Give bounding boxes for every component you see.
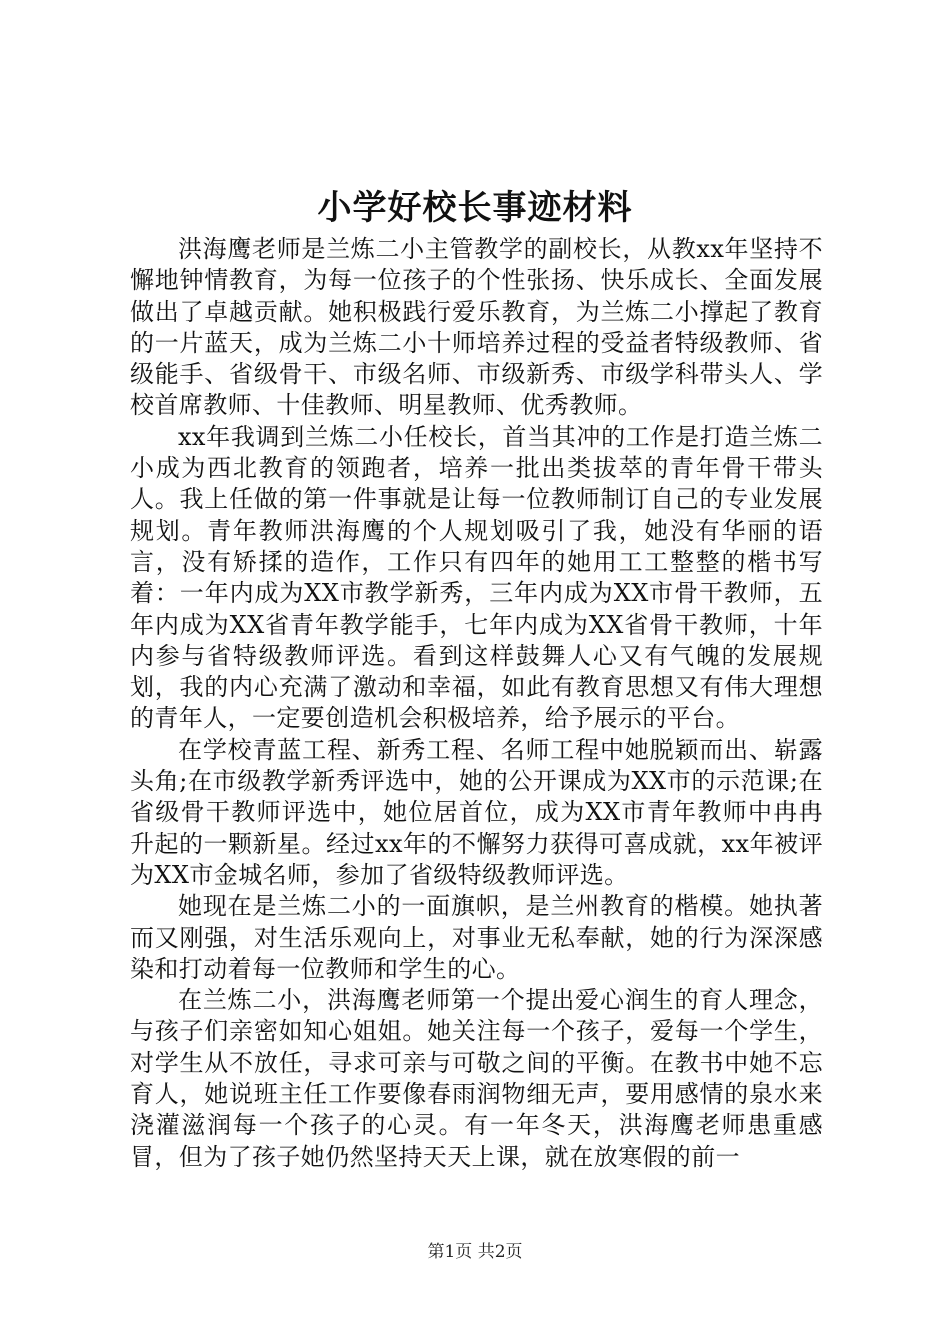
- page-number-footer: 第1页 共2页: [427, 1242, 523, 1262]
- paragraph: 洪海鹰老师是兰炼二小主管教学的副校长，从教xx年坚持不懈地钟情教育，为每一位孩子的个性张扬、快乐成长、全面发展做出了卓越贡献。她积极践行爱乐教育，为兰炼二小撑起了教育的一片蓝天，成为兰炼二小十师培养过程的受益者特级教师、省级能手、省级骨干、市级名师、市级新秀、市级学科带头人、学校首席教师、十佳教师、明星教师、优秀教师。: [130, 235, 823, 420]
- paragraph: 在学校青蓝工程、新秀工程、名师工程中她脱颖而出、崭露头角;在市级教学新秀评选中，她的公开课成为XX市的示范课;在省级骨干教师评选中，她位居首位，成为XX市青年教师中冉冉升起的一颗新星。经过xx年的不懈努力获得可喜成就，xx年被评为XX市金城名师，参加了省级特级教师评选。: [130, 735, 823, 889]
- paragraph: xx年我调到兰炼二小任校长，首当其冲的工作是打造兰炼二小成为西北教育的领跑者，培养一批出类拔萃的青年骨干带头人。我上任做的第一件事就是让每一位教师制订自己的专业发展规划。青年教师洪海鹰的个人规划吸引了我，她没有华丽的语言，没有矫揉的造作，工作只有四年的她用工工整整的楷书写着：一年内成为XX市教学新秀，三年内成为XX市骨干教师，五年内成为XX省青年教学能手，七年内成为XX省骨干教师，十年内参与省特级教师评选。看到这样鼓舞人心又有气魄的发展规划，我的内心充满了激动和幸福，如此有教育思想又有伟大理想的青年人，一定要创造机会积极培养，给予展示的平台。: [130, 422, 823, 733]
- paragraph: 在兰炼二小，洪海鹰老师第一个提出爱心润生的育人理念，与孩子们亲密如知心姐姐。她关注每一个孩子，爱每一个学生，对学生从不放任，寻求可亲与可敬之间的平衡。在教书中她不忘育人，她说班主任工作要像春雨润物细无声，要用感情的泉水来浇灌滋润每一个孩子的心灵。有一年冬天，洪海鹰老师患重感冒，但为了孩子她仍然坚持天天上课，就在放寒假的前一: [130, 986, 823, 1171]
- document-title: 小学好校长事迹材料: [317, 188, 633, 228]
- document-body: [130, 234, 823, 1173]
- paragraph: 她现在是兰炼二小的一面旗帜，是兰州教育的楷模。她执著而又刚强，对生活乐观向上，对事业无私奉献，她的行为深深感染和打动着每一位教师和学生的心。: [130, 892, 823, 983]
